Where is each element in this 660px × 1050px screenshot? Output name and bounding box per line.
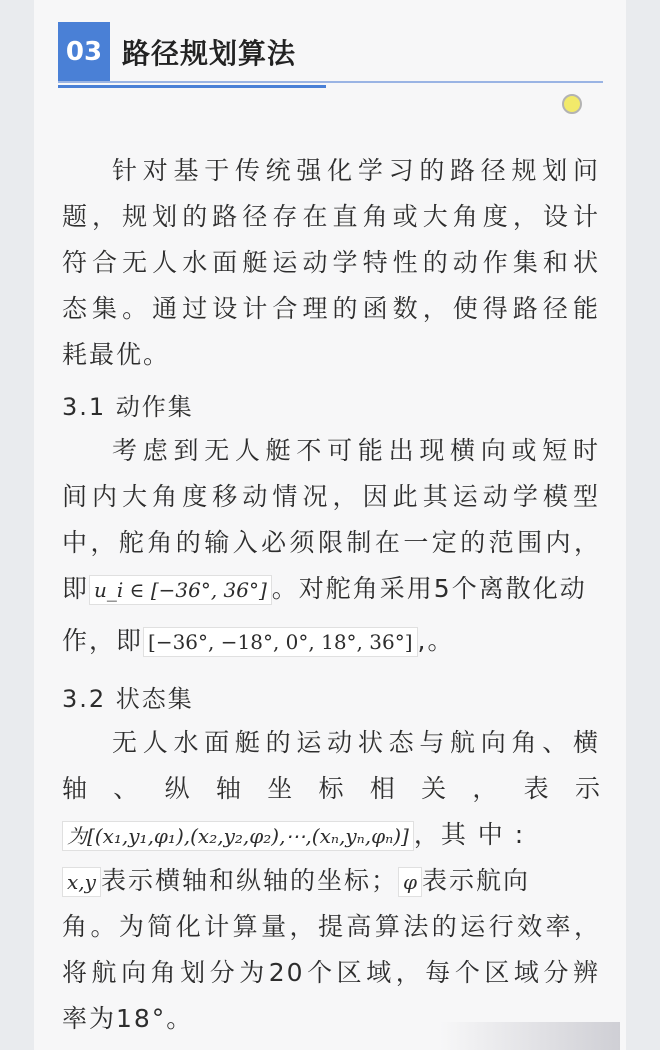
- intro-line: 耗最优。: [62, 340, 171, 369]
- para-line: 角。为简化计算量，提高算法的运行效率，: [62, 912, 600, 941]
- yellow-dot-icon: [562, 94, 582, 114]
- rudder-range-formula: u_i ∈ [−36°, 36°]: [89, 575, 272, 605]
- state-set-formula: 为[(x₁,y₁,φ₁),(x₂,y₂,φ₂),⋯,(xₙ,yₙ,φₙ)]: [62, 821, 414, 851]
- section-3-1-paragraph: [62, 428, 600, 664]
- para-line: 率为18°。: [62, 1004, 194, 1033]
- para-text: 作，即: [62, 626, 144, 655]
- para-line: 无人水面艇的运动状态与航向角、横: [112, 728, 600, 757]
- subsection-heading-3-2: 3.2 状态集: [62, 685, 194, 713]
- para-line: 考虑到无人艇不可能出现横向或短时: [112, 436, 600, 465]
- header-divider: [58, 81, 603, 83]
- section-title: 路径规划算法: [122, 37, 297, 70]
- para-text: 表示横轴和纵轴的坐标；: [100, 866, 398, 895]
- para-line: 轴 、 纵 轴 坐 标 相 关 ， 表 示: [62, 774, 600, 803]
- subsection-heading-3-1: 3.1 动作集: [62, 393, 194, 421]
- para-line: 间内大角度移动情况，因此其运动学模型: [62, 482, 600, 511]
- section-3-2-paragraph: [62, 720, 600, 1042]
- intro-line: 针对基于传统强化学习的路径规划问: [112, 156, 600, 185]
- section-number-badge: 03: [58, 22, 110, 82]
- para-text: 表示航向: [421, 866, 530, 895]
- para-text: ,。: [417, 626, 455, 655]
- para-line: 中，舵角的输入必须限制在一定的范围内，: [62, 528, 600, 557]
- intro-line: 符合无人水面艇运动学特性的动作集和状: [62, 248, 600, 277]
- phi-formula: φ: [398, 867, 422, 897]
- watermark: [440, 1022, 620, 1050]
- intro-paragraph: [62, 148, 600, 378]
- para-line: [62, 812, 600, 858]
- section-header: [58, 22, 603, 92]
- para-text: 。对舵角采用5个离散化动: [271, 574, 587, 603]
- para-text: ，其 中 :: [413, 820, 526, 849]
- para-line: [62, 858, 600, 904]
- xy-formula: x,y: [62, 867, 101, 897]
- action-set-formula: [−36°, −18°, 0°, 18°, 36°]: [143, 627, 418, 657]
- para-line: 将航向角划分为20个区域，每个区域分辨: [62, 958, 600, 987]
- intro-line: 态集。通过设计合理的函数，使得路径能: [62, 294, 600, 323]
- para-line: [62, 566, 600, 612]
- para-text: 即: [62, 574, 90, 603]
- para-line: [62, 618, 600, 664]
- intro-line: 题，规划的路径存在直角或大角度，设计: [62, 202, 600, 231]
- header-accent-bar: [58, 85, 326, 88]
